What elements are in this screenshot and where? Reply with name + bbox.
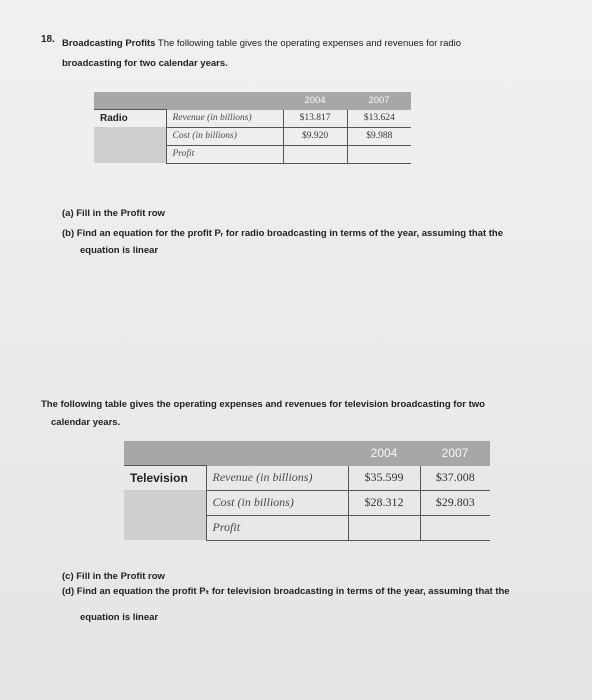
radio-revenue-row bbox=[94, 110, 411, 128]
tv-table bbox=[124, 441, 490, 541]
radio-profit-label: Profit bbox=[166, 145, 283, 163]
radio-cost-label: Cost (in billions) bbox=[166, 127, 283, 145]
tv-revenue-2004: $35.599 bbox=[348, 466, 420, 491]
tv-row-label: Television bbox=[124, 466, 206, 491]
radio-row-label: Radio bbox=[94, 110, 166, 128]
tv-cost-2004: $28.312 bbox=[348, 490, 420, 515]
tv-revenue-label: Revenue (in billions) bbox=[206, 466, 348, 491]
radio-shade-cell bbox=[94, 145, 166, 163]
tv-year-2004: 2004 bbox=[348, 441, 420, 466]
radio-header-blank bbox=[166, 92, 283, 110]
tv-intro-line2: calendar years. bbox=[51, 417, 121, 428]
problem-intro-text: The following table gives the operating expenses and revenues for radio bbox=[157, 38, 462, 49]
radio-header-blank bbox=[94, 92, 166, 110]
tv-profit-2004 bbox=[348, 515, 420, 540]
radio-profit-2004 bbox=[283, 145, 347, 163]
tv-shade-cell bbox=[124, 515, 206, 540]
part-d: (d) Find an equation the profit Pₜ for television broadcasting in terms of the year, assuming that the bbox=[62, 586, 510, 597]
radio-cost-2004: $9.920 bbox=[283, 127, 347, 145]
tv-header-row bbox=[124, 441, 490, 466]
part-b: (b) Find an equation for the profit Pᵣ for radio broadcasting in terms of the year, assuming that the bbox=[62, 228, 504, 239]
tv-header-blank bbox=[124, 441, 206, 466]
radio-cost-row bbox=[94, 127, 411, 145]
radio-year-2007: 2007 bbox=[347, 92, 411, 110]
radio-revenue-label: Revenue (in billions) bbox=[166, 110, 283, 128]
problem-number: 18. bbox=[41, 34, 55, 45]
tv-cost-2007: $29.803 bbox=[420, 490, 490, 515]
problem-intro-line2: broadcasting for two calendar years. bbox=[62, 58, 228, 69]
tv-cost-row bbox=[124, 490, 490, 515]
radio-shade-cell bbox=[94, 127, 166, 145]
radio-revenue-2004: $13.817 bbox=[283, 110, 347, 128]
problem-intro bbox=[62, 38, 532, 49]
tv-profit-2007 bbox=[420, 515, 490, 540]
tv-shade-cell bbox=[124, 490, 206, 515]
radio-revenue-2007: $13.624 bbox=[347, 110, 411, 128]
tv-profit-label: Profit bbox=[206, 515, 348, 540]
part-a: (a) Fill in the Profit row bbox=[62, 208, 165, 219]
tv-revenue-2007: $37.008 bbox=[420, 466, 490, 491]
problem-title: Broadcasting Profits bbox=[62, 38, 156, 49]
tv-revenue-row bbox=[124, 466, 490, 491]
radio-profit-row bbox=[94, 145, 411, 163]
tv-profit-row bbox=[124, 515, 490, 540]
radio-table bbox=[94, 92, 411, 164]
tv-header-blank bbox=[206, 441, 348, 466]
part-c: (c) Fill in the Profit row bbox=[62, 571, 165, 582]
part-d-line2: equation is linear bbox=[80, 612, 159, 623]
part-b-line2: equation is linear bbox=[80, 245, 159, 256]
radio-profit-2007 bbox=[347, 145, 411, 163]
tv-year-2007: 2007 bbox=[420, 441, 490, 466]
radio-header-row bbox=[94, 92, 411, 110]
tv-cost-label: Cost (in billions) bbox=[206, 490, 348, 515]
radio-year-2004: 2004 bbox=[283, 92, 347, 110]
radio-cost-2007: $9.988 bbox=[347, 127, 411, 145]
tv-intro: The following table gives the operating expenses and revenues for television broadcasting for two bbox=[41, 399, 485, 410]
